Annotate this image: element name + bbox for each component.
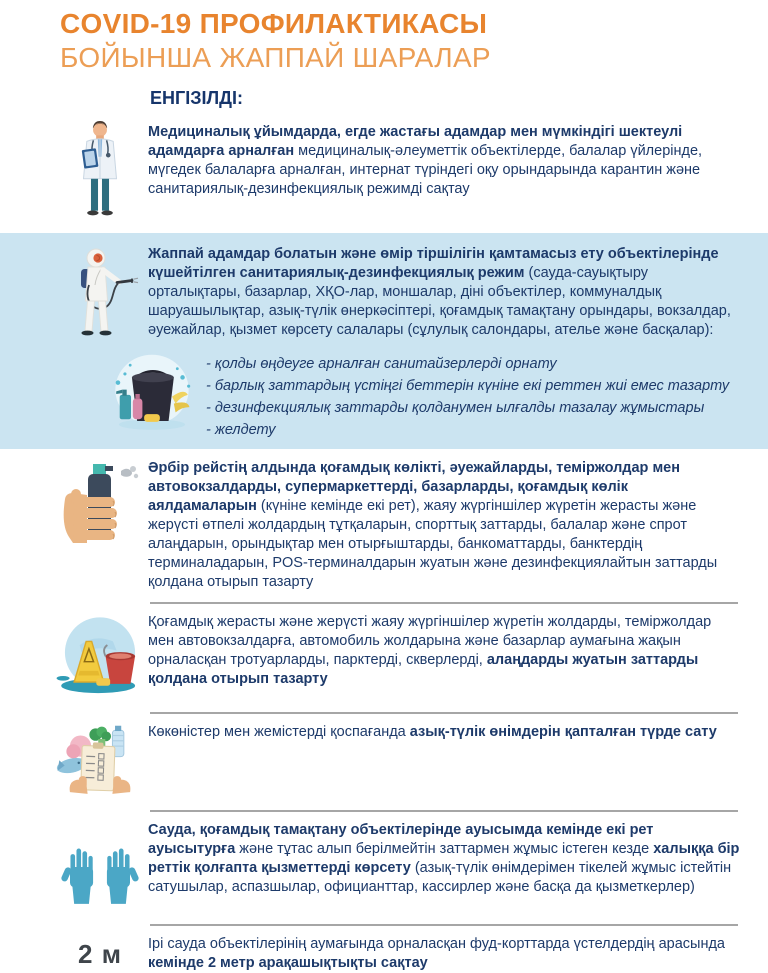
distance-2m-label: [52, 935, 148, 970]
packed-food-checklist-icon: [52, 723, 148, 801]
distance-value: 2 м: [78, 938, 122, 969]
section-transport-cleaning: [0, 459, 768, 593]
section-outdoor-cleaning-text: Қоғамдық жерасты және жерүсті жаяу жүргіншілер жүретін жолдарды, теміржолдар мен автовокзалдарға, автомобиль жолдарына және базарлар аумағына жақын орналасқан тротуарларды, парктерді, скверлерді, алаңдарды жуатын заттарды қолдана отырып тазарту: [148, 613, 712, 687]
page-title: COVID-19 ПРОФИЛАКТИКАСЫ: [60, 8, 488, 39]
disinfection-measures: [0, 351, 768, 441]
cleaning-supplies-icon: [104, 351, 196, 441]
page-subtitle: БОЙЫНША ЖАППАЙ ШАРАЛАР: [60, 42, 491, 74]
list-item: - барлық заттардың үстіңгі беттерін күніне екі реттен жиі емес тазарту: [206, 377, 730, 394]
section-gloves: [0, 821, 768, 915]
list-item: - желдету: [206, 421, 276, 438]
section-gloves-text: Сауда, қоғамдық тамақтану объектілерінде ауысымда кемінде екі рет ауысытурға және тұтас алып берілмейтін заттармен жұмыс істеген кезде халыққа бір реттік қолғапта қызметтерді көрсету (азық-түлік өнімдерімен тікелей жұмыс істейтін сатушылар, аспазшылар, официанттар, кассирлер және басқа да қызметкерлер): [148, 821, 740, 895]
wet-floor-cleaning-icon: [52, 613, 148, 703]
section-divider: [150, 924, 738, 926]
section-divider: [150, 712, 738, 714]
section-packed-food-text: Көкөністер мен жемістерді қоспағанда азық-түлік өнімдерін қапталған түрде сату: [148, 723, 717, 740]
section-disinfection-text: Жаппай адамдар болатын және өмір тіршілігін қамтамасыз ету объектілерінде күшейтілген санитариялық-дезинфекциялық режим (сауда-сауықтыру орталықтары, базарлар, ХҚО-лар, моншалар, діні объектілер, коммуналдық шаруашылықтар, азық-түлік өнеркәсіптері, қоғамдық тамақтану орындары, вокзалдар, әуежайлар, қызмет көрсету салалары (сұлулық салондары, ателье және басқалар):: [148, 245, 731, 339]
list-item: - қолды өңдеуге арналған санитайзерлерді орнату: [206, 355, 557, 372]
section-distance-text: Ірі сауда объектілерінің аумағында орналасқан фуд-корттарда үстелдердің арасында кемінде 2 метр арақашықтықты сақтау: [148, 935, 725, 971]
section-outdoor-cleaning: [0, 613, 768, 703]
section-disinfection: [0, 243, 768, 347]
poster-page: [0, 8, 768, 971]
section-medical-text: Медициналық ұйымдарда, егде жастағы адамдар мен мүмкіндігі шектеулі адамдарға арналған медициналық-әлеуметтік объектілерде, балалар үйлерінде, мүгедек балаларға арналған, интернат түріндегі оқу орындарында карантин және санитариялық-дезинфекциялық режимді сақтау: [148, 123, 703, 198]
section-packed-food: [0, 723, 768, 801]
section-transport-cleaning-text: Әрбір рейстің алдында қоғамдық көлікті, әуежайларды, теміржолдар мен автовокзалдарды, супермаркеттерді, базарларды, қоғамдық көлік аялдамаларын (күніне кемінде екі рет), жаяу жүргіншілер жүретін жерасты және жерүсті өтпелі жолдардың тұтқаларын, спорттық заттарды, балалар және спрот алаңдарын, орындықтар мен отырғыштарды, банкоматтарды, банктердің терминаладарын, POS-терминалдарын жуатын және дезинфекциялайтын заттарды қолдана отырып тазарту: [148, 459, 718, 591]
disinfection-worker-icon: [52, 243, 148, 347]
section-distance: [0, 935, 768, 973]
intro-label: ЕНГІЗІЛДІ:: [150, 87, 243, 108]
section-divider: [150, 810, 738, 812]
disinfection-panel: [0, 233, 768, 449]
section-divider: [150, 602, 738, 604]
disinfection-measures-list: [206, 353, 740, 441]
doctor-icon: [52, 119, 148, 221]
section-medical: [0, 119, 768, 221]
list-item: - дезинфекциялық заттарды қолданумен ылғалды тазалау жұмыстары: [206, 399, 705, 416]
hand-sanitizer-spray-icon: [52, 459, 148, 569]
rubber-gloves-icon: [52, 821, 148, 915]
